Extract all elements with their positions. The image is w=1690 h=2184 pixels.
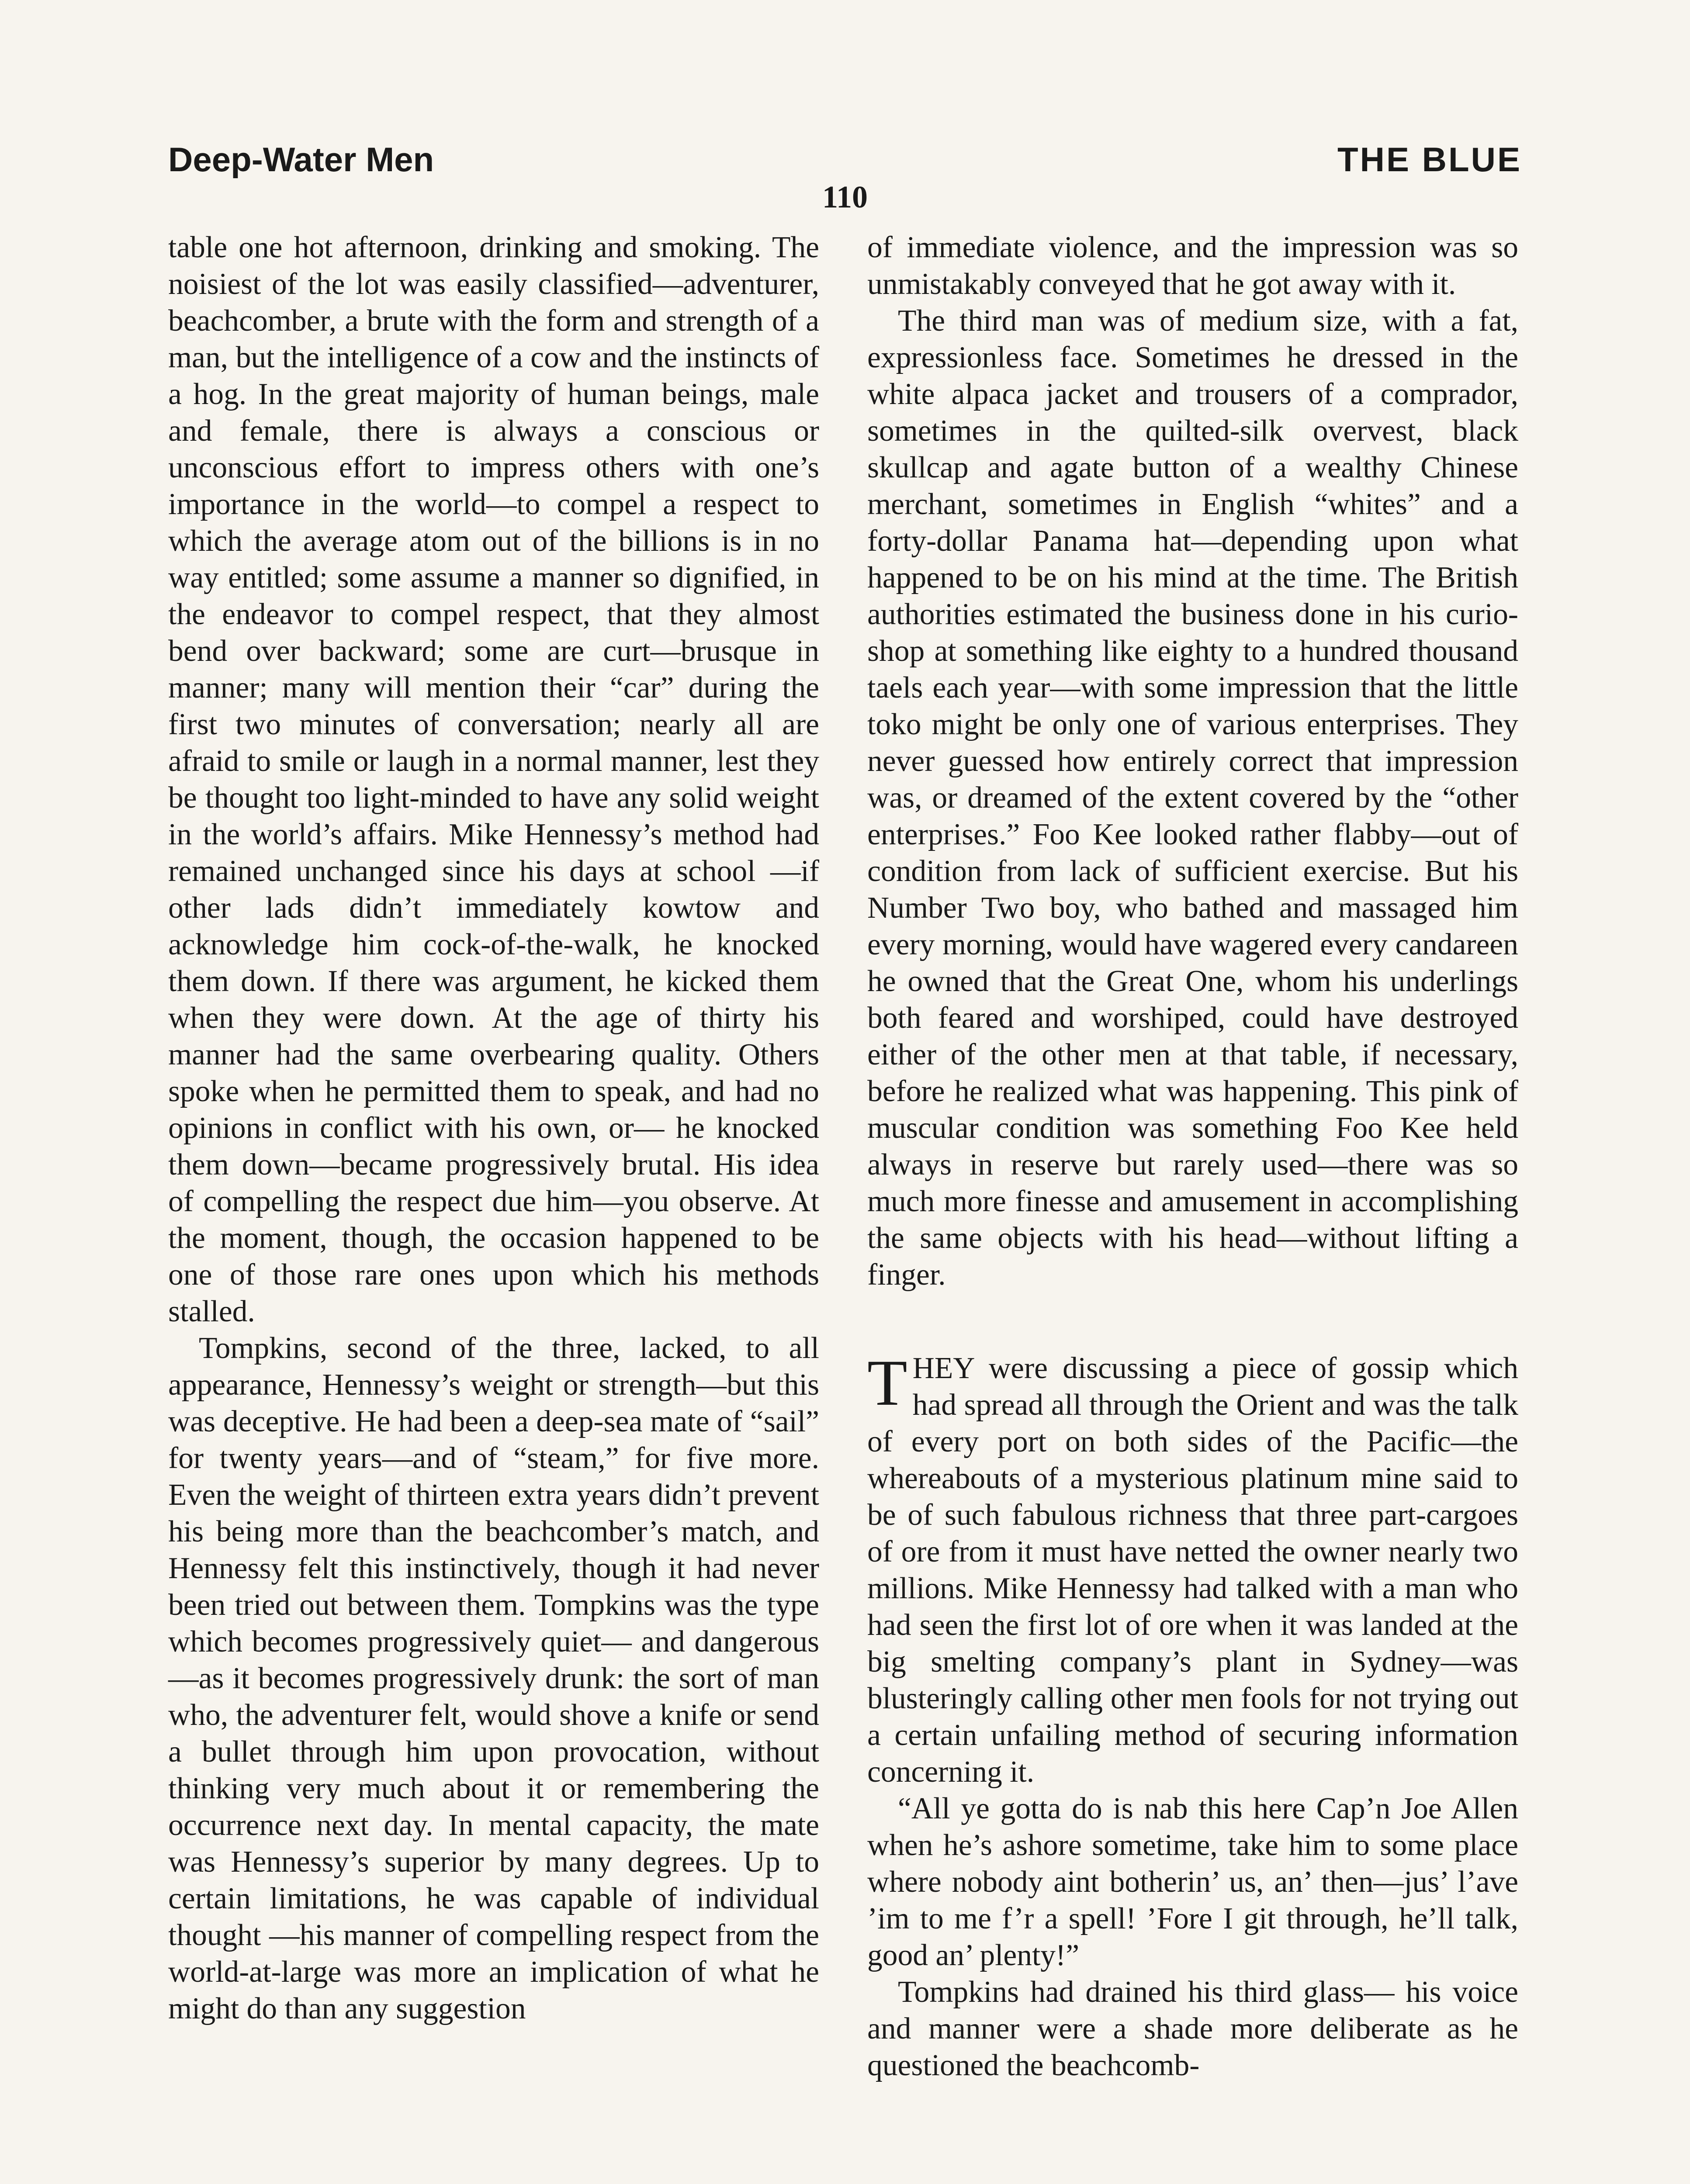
magazine-title: THE BLUE [1337,140,1522,179]
section-paragraph [867,1347,1518,1790]
paragraph: “All ye gotta do is nab this here Cap’n Joe Allen when he’s ashore sometime, take him to some place where nobody aint botherin’ us, an’ then—jus’ l’ave ’im to me f’r a spell! ’Fore I git through, he’ll talk, good an’ plenty!” [867,1792,1518,1972]
paragraph: Tompkins had drained his third glass— his voice and manner were a shade more deliberate as he questioned the beachcomb- [867,1975,1518,2082]
story-title: Deep-Water Men [168,140,434,179]
paragraph: The third man was of medium size, with a fat, expressionless face. Sometimes he dressed in the white alpaca jacket and trousers of a comprador, sometimes in the quilted-silk overvest, black skullcap and agate button of a wealthy Chinese merchant, sometimes in English “whites” and a forty-dollar Panama hat—depending upon what happened to be on his mind at the time. The British authorities estimated the business done in his curio-shop at something like eighty to a hundred thousand taels each year—with some impression that the little toko might be only one of various enterprises. They never guessed how entirely correct that impression was, or dreamed of the extent covered by the “other enterprises.” Foo Kee looked rather flabby—out of condition from lack of sufficient exercise. But his Number Two boy, who bathed and massaged him every morning, would have wagered every candareen he owned that the Great One, whom his underlings both feared and worshiped, could have destroyed either of the other men at that table, if necessary, before he realized what was happening. This pink of muscular condition was something Foo Kee held always in reserve but rarely used—there was so much more finesse and amusement in accomplishing the same objects with his head—without lifting a finger. [867,304,1518,1292]
paragraph-text: HEY were discussing a piece of gossip which had spread all through the Orient and was the talk of every port on both sides of the Pacific—the whereabouts of a mysterious platinum mine said to be of such fabulous richness that three part-cargoes of ore from it must have netted the owner nearly two millions. Mike Hennessy had talked with a man who had seen the first lot of ore when it was landed at the big smelting company’s plant in Sydney—was blusteringly calling other men fools for not trying out a certain unfailing method of securing information concerning it. [867,1351,1518,1789]
drop-cap: T [867,1347,907,1419]
right-column [867,229,1518,2084]
paragraph: table one hot afternoon, drinking and smoking. The noisiest of the lot was easily classified—adventurer, beachcomber, a brute with the form and strength of a man, but the intelligence of a cow and the instincts of a hog. In the great majority of human beings, male and female, there is always a conscious or unconscious effort to impress others with one’s importance in the world—to compel a respect to which the average atom out of the billions is in no way entitled; some assume a manner so dignified, in the endeavor to compel respect, that they almost bend over backward; some are curt—brusque in manner; many will mention their “car” during the first two minutes of conversation; nearly all are afraid to smile or laugh in a normal manner, lest they be thought too light-minded to have any solid weight in the world’s affairs. Mike Hennessy’s method had remained unchanged since his days at school —if other lads didn’t immediately kowtow and acknowledge him cock-of-the-walk, he knocked them down. If there was argument, he kicked them when they were down. At the age of thirty his manner had the same overbearing quality. Others spoke when he permitted them to speak, and had no opinions in conflict with his own, or— he knocked them down—became progressively brutal. His idea of compelling the respect due him—you observe. At the moment, though, the occasion happened to be one of those rare ones upon which his methods stalled. [168,231,819,1328]
paragraph: of immediate violence, and the impression was so unmistakably conveyed that he got away with it. [867,231,1518,301]
left-column [168,229,819,2027]
page-number: 110 [822,180,868,214]
paragraph: Tompkins, second of the three, lacked, to all appearance, Hennessy’s weight or strength—but this was deceptive. He had been a deep-sea mate of “sail” for twenty years—and of “steam,” for five more. Even the weight of thirteen extra years didn’t prevent his being more than the beachcomber’s match, and Hennessy felt this instinctively, though it had never been tried out between them. Tompkins was the type which becomes progressively quiet— and dangerous—as it becomes progressively drunk: the sort of man who, the adventurer felt, would shove a knife or send a bullet through him upon provocation, without thinking very much about it or remembering the occurrence next day. In mental capacity, the mate was Hennessy’s superior by many degrees. Up to certain limitations, he was capable of individual thought —his manner of compelling respect from the world-at-large was more an implication of what he might do than any suggestion [168,1331,819,2025]
